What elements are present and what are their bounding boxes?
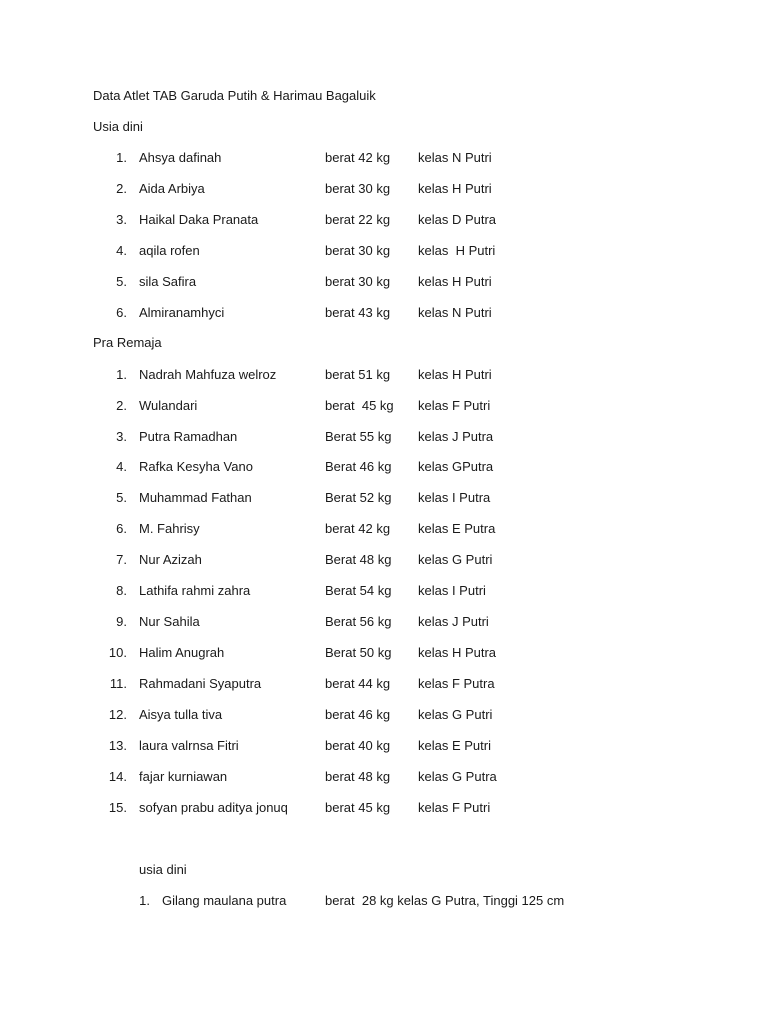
- list-item: [0, 243, 768, 259]
- list-item: [0, 521, 768, 537]
- item-number: 7.: [116, 552, 127, 567]
- item-number: 11.: [109, 676, 127, 691]
- item-number: 1.: [116, 150, 127, 165]
- athlete-name: Almiranamhyci: [139, 305, 225, 320]
- item-number: 3.: [116, 429, 127, 444]
- athlete-name: laura valrnsa Fitri: [139, 738, 239, 753]
- athlete-class: kelas J Putra: [418, 429, 494, 444]
- athlete-name: Gilang maulana putra: [162, 893, 287, 908]
- athlete-weight: berat 45 kg: [325, 398, 394, 413]
- athlete-name: aqila rofen: [139, 243, 200, 258]
- athlete-name: Rafka Kesyha Vano: [139, 459, 253, 474]
- athlete-name: sofyan prabu aditya jonuq: [139, 800, 288, 815]
- item-number: 8.: [116, 583, 127, 598]
- athlete-name: Halim Anugrah: [139, 645, 225, 660]
- section-heading-pra-remaja: Pra Remaja: [93, 335, 162, 350]
- list-item: [0, 459, 768, 475]
- athlete-weight: berat 43 kg: [325, 305, 391, 320]
- list-item: [0, 274, 768, 290]
- athlete-name: Muhammad Fathan: [139, 490, 252, 505]
- athlete-class: kelas F Putra: [418, 676, 495, 691]
- athlete-class: kelas H Putra: [418, 645, 497, 660]
- item-number: 5.: [116, 490, 127, 505]
- list-item: [0, 552, 768, 568]
- athlete-name: Aida Arbiya: [139, 181, 205, 196]
- list-item: [0, 398, 768, 414]
- item-number: 9.: [116, 614, 127, 629]
- list-item: [0, 800, 768, 816]
- athlete-weight: Berat 54 kg: [325, 583, 392, 598]
- list-item: [0, 305, 768, 321]
- athlete-weight: Berat 48 kg: [325, 552, 392, 567]
- item-number: 5.: [116, 274, 127, 289]
- item-number: 15.: [108, 800, 127, 815]
- list-item: [0, 490, 768, 506]
- section-heading-usia-dini-2: usia dini: [139, 862, 187, 877]
- athlete-weight: Berat 56 kg: [325, 614, 392, 629]
- athlete-weight: Berat 50 kg: [325, 645, 392, 660]
- athlete-class: kelas H Putri: [418, 181, 492, 196]
- athlete-weight: berat 30 kg: [325, 243, 391, 258]
- athlete-class: kelas H Putri: [418, 274, 492, 289]
- athlete-class: kelas G Putra: [418, 769, 497, 784]
- item-number: 13.: [108, 738, 127, 753]
- list-item: [0, 367, 768, 383]
- item-number: 1.: [139, 893, 150, 908]
- athlete-class: kelas I Putri: [418, 583, 486, 598]
- item-number: 6.: [116, 305, 127, 320]
- list-item: [0, 893, 768, 909]
- athlete-class: kelas H Putri: [418, 367, 492, 382]
- athlete-class: kelas E Putra: [418, 521, 496, 536]
- athlete-class: kelas G Putri: [418, 552, 493, 567]
- athlete-weight: berat 46 kg: [325, 707, 391, 722]
- item-number: 4.: [116, 243, 127, 258]
- athlete-weight: berat 51 kg: [325, 367, 391, 382]
- athlete-name: Rahmadani Syaputra: [139, 676, 262, 691]
- list-item: [0, 676, 768, 692]
- list-item: [0, 429, 768, 445]
- athlete-name: Nur Sahila: [139, 614, 200, 629]
- athlete-weight: berat 42 kg: [325, 150, 391, 165]
- athlete-class: kelas F Putri: [418, 398, 491, 413]
- athlete-class: kelas N Putri: [418, 150, 492, 165]
- athlete-name: Ahsya dafinah: [139, 150, 222, 165]
- item-number: 10.: [108, 645, 127, 660]
- athlete-class: kelas I Putra: [418, 490, 491, 505]
- item-number: 14.: [108, 769, 127, 784]
- item-number: 4.: [116, 459, 127, 474]
- list-item: [0, 738, 768, 754]
- list-item: [0, 769, 768, 785]
- athlete-name: sila Safira: [139, 274, 197, 289]
- item-number: 6.: [116, 521, 127, 536]
- athlete-weight: berat 30 kg: [325, 274, 391, 289]
- athlete-name: Putra Ramadhan: [139, 429, 238, 444]
- athlete-weight: berat 48 kg: [325, 769, 391, 784]
- athlete-class: kelas H Putri: [418, 243, 496, 258]
- athlete-weight: Berat 46 kg: [325, 459, 392, 474]
- item-number: 2.: [116, 181, 127, 196]
- athlete-weight: berat 44 kg: [325, 676, 391, 691]
- athlete-weight: berat 42 kg: [325, 521, 391, 536]
- athlete-class: kelas J Putri: [418, 614, 489, 629]
- athlete-weight: berat 45 kg: [325, 800, 391, 815]
- item-number: 12.: [108, 707, 127, 722]
- athlete-name: Aisya tulla tiva: [139, 707, 223, 722]
- athlete-name: fajar kurniawan: [139, 769, 228, 784]
- list-item: [0, 614, 768, 630]
- list-item: [0, 212, 768, 228]
- athlete-class: kelas G Putri: [418, 707, 493, 722]
- athlete-name: Nur Azizah: [139, 552, 202, 567]
- section-heading-usia-dini: Usia dini: [93, 119, 143, 134]
- athlete-name: Lathifa rahmi zahra: [139, 583, 251, 598]
- athlete-class: kelas F Putri: [418, 800, 491, 815]
- athlete-weight: Berat 55 kg: [325, 429, 392, 444]
- athlete-weight: berat 30 kg: [325, 181, 391, 196]
- athlete-weight-class-height: berat 28 kg kelas G Putra, Tinggi 125 cm: [325, 893, 565, 908]
- item-number: 2.: [116, 398, 127, 413]
- athlete-class: kelas D Putra: [418, 212, 497, 227]
- list-item: [0, 150, 768, 166]
- athlete-weight: berat 22 kg: [325, 212, 391, 227]
- athlete-class: kelas E Putri: [418, 738, 491, 753]
- athlete-class: kelas N Putri: [418, 305, 492, 320]
- athlete-weight: berat 40 kg: [325, 738, 391, 753]
- list-item: [0, 583, 768, 599]
- item-number: 3.: [116, 212, 127, 227]
- athlete-name: Wulandari: [139, 398, 198, 413]
- athlete-class: kelas GPutra: [418, 459, 494, 474]
- list-item: [0, 645, 768, 661]
- athlete-name: Nadrah Mahfuza welroz: [139, 367, 277, 382]
- list-item: [0, 181, 768, 197]
- athlete-weight: Berat 52 kg: [325, 490, 392, 505]
- item-number: 1.: [116, 367, 127, 382]
- athlete-name: Haikal Daka Pranata: [139, 212, 259, 227]
- list-item: [0, 707, 768, 723]
- athlete-name: M. Fahrisy: [139, 521, 200, 536]
- document-title: Data Atlet TAB Garuda Putih & Harimau Bagaluik: [93, 88, 376, 103]
